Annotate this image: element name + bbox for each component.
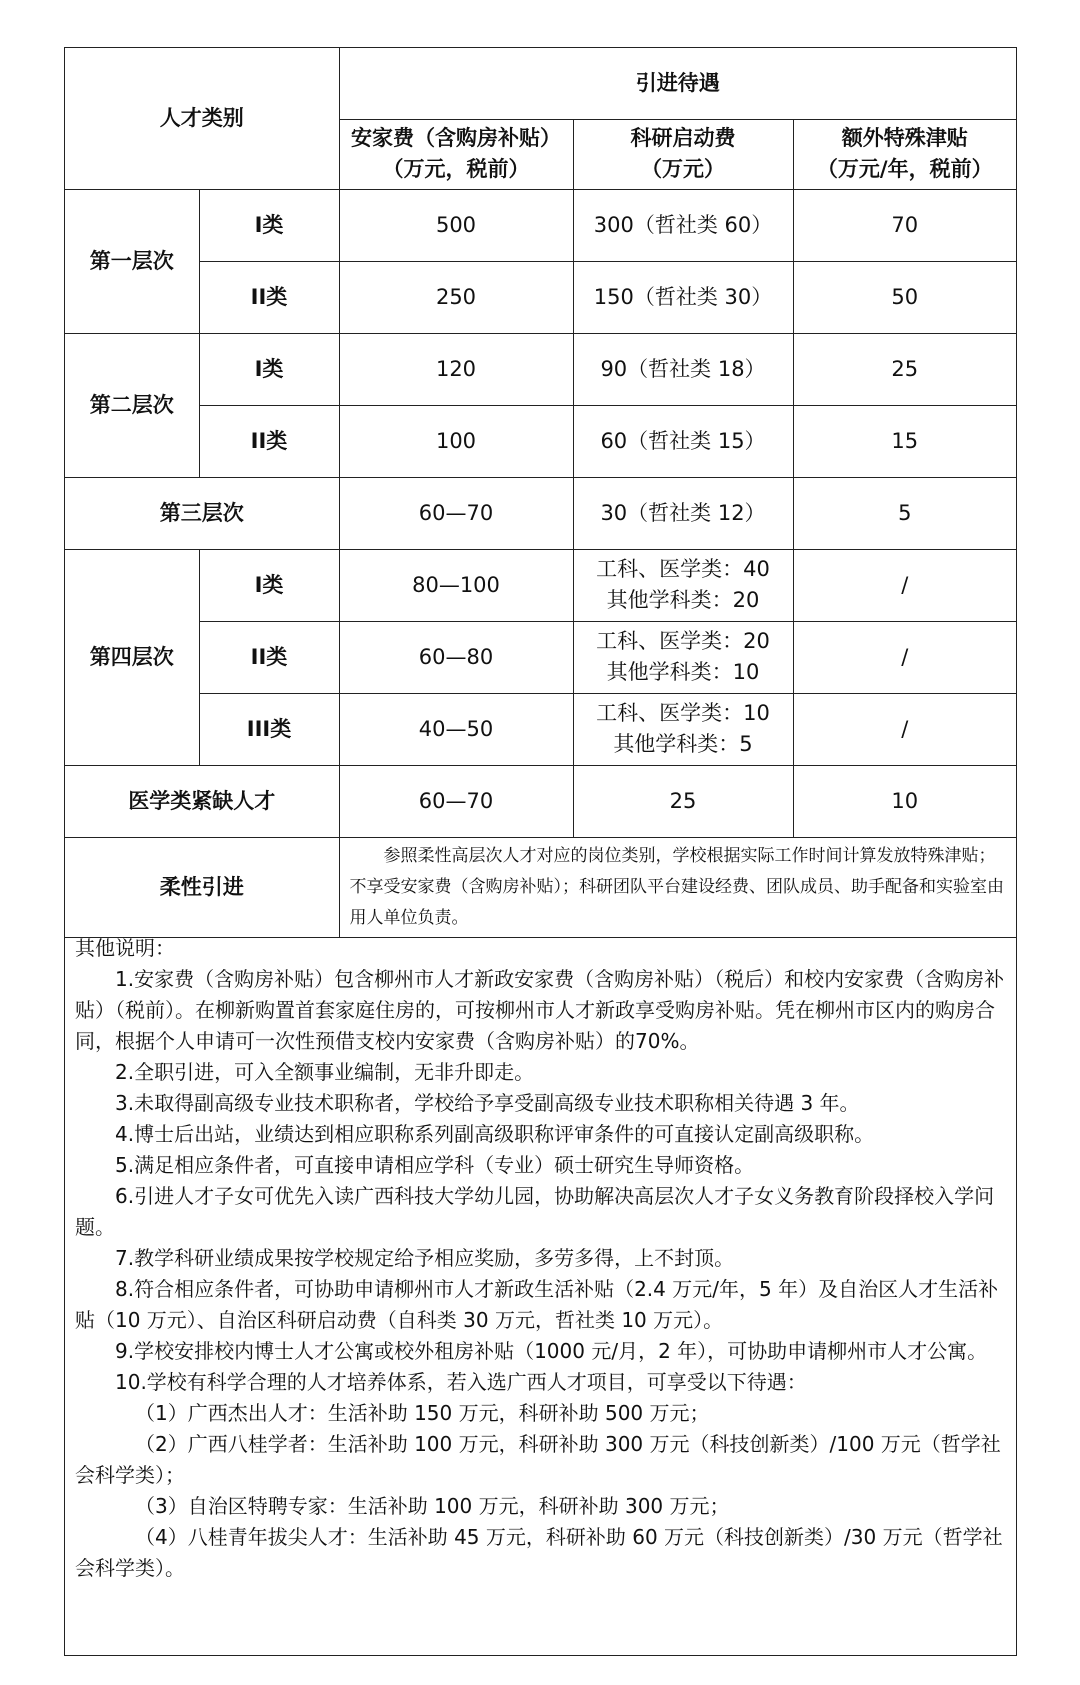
settling-fee-cell: 60—70 [339,765,573,837]
allowance-cell: 5 [793,477,1016,549]
note-item: 6.引进人才子女可优先入读广西科技大学幼儿园，协助解决高层次人才子女义务教育阶段择校入学问题。 [75,1184,995,1239]
research-fund-cell: 90（哲社类 18） [573,333,793,405]
note-subitem: （4）八桂青年拔尖人才：生活补助 45 万元，科研补助 60 万元（科技创新类）/30 万元（哲学社会科学类）。 [75,1525,1003,1580]
note-item: 5.满足相应条件者，可直接申请相应学科（专业）硕士研究生导师资格。 [115,1153,755,1177]
note-item: 10.学校有科学合理的人才培养体系，若入选广西人才项目，可享受以下待遇： [115,1370,807,1394]
research-fund-cell: 25 [573,765,793,837]
research-fund-cell: 30（哲社类 12） [573,477,793,549]
note-item: 1.安家费（含购房补贴）包含柳州市人才新政安家费（含购房补贴）（税后）和校内安家费（含购房补贴）（税前）。在柳新购置首套家庭住房的，可按柳州市人才新政享受购房补贴。凭在柳州市区内的购房合同，根据个人申请可一次性预借支校内安家费（含购房补贴）的70%。 [75,967,1005,1053]
settling-fee-cell: 250 [339,261,573,333]
research-fund-cell: 60（哲社类 15） [573,405,793,477]
research-fund-cell: 150（哲社类 30） [573,261,793,333]
table-row [65,189,1016,261]
table-row [65,549,1016,621]
table-row [65,693,1016,765]
table-row [65,333,1016,405]
level-label: 第三层次 [65,477,339,549]
table-row [65,477,1016,549]
allowance-cell: 70 [793,189,1016,261]
note-subitem: （1）广西杰出人才：生活补助 150 万元，科研补助 500 万元； [135,1401,710,1425]
allowance-header: 额外特殊津贴 （万元/年，税前） [793,119,1016,189]
allowance-cell: 50 [793,261,1016,333]
allowance-cell: 15 [793,405,1016,477]
table-row [65,837,1016,937]
research-fund-header: 科研启动费 （万元） [573,119,793,189]
note-item: 2.全职引进，可入全额事业编制，无非升即走。 [115,1060,535,1084]
settling-fee-cell: 80—100 [339,549,573,621]
sub-category: I类 [199,333,339,405]
note-subitem: （3）自治区特聘专家：生活补助 100 万元，科研补助 300 万元； [135,1494,730,1518]
policy-document [64,47,1017,1656]
settling-fee-cell: 500 [339,189,573,261]
category-header: 人才类别 [65,48,339,189]
research-fund-cell: 300（哲社类 60） [573,189,793,261]
settling-fee-cell: 60—70 [339,477,573,549]
settling-fee-header: 安家费（含购房补贴） （万元，税前） [339,119,573,189]
note-item: 4.博士后出站，业绩达到相应职称系列副高级职称评审条件的可直接认定副高级职称。 [115,1122,875,1146]
allowance-cell: 10 [793,765,1016,837]
research-fund-cell: 工科、医学类：40 其他学科类：20 [573,549,793,621]
sub-category: II类 [199,405,339,477]
allowance-cell: / [793,621,1016,693]
level-label: 第二层次 [65,333,199,477]
level-label: 第一层次 [65,189,199,333]
sub-category: III类 [199,693,339,765]
table-row [65,765,1016,837]
sub-category: II类 [199,621,339,693]
settling-fee-cell: 120 [339,333,573,405]
settling-fee-cell: 40—50 [339,693,573,765]
table-row [65,261,1016,333]
level-label: 柔性引进 [65,837,339,937]
flexible-description: 参照柔性高层次人才对应的岗位类别，学校根据实际工作时间计算发放特殊津贴；不享受安家费（含购房补贴）；科研团队平台建设经费、团队成员、助手配备和实验室由用人单位负责。 [339,837,1016,937]
note-subitem: （2）广西八桂学者：生活补助 100 万元，科研补助 300 万元（科技创新类）/100 万元（哲学社会科学类）； [75,1432,1001,1487]
note-item: 7.教学科研业绩成果按学校规定给予相应奖励，多劳多得，上不封顶。 [115,1246,735,1270]
allowance-cell: / [793,693,1016,765]
settling-fee-cell: 60—80 [339,621,573,693]
table-row [65,621,1016,693]
notes-section [75,933,1005,1584]
note-item: 3.未取得副高级专业技术职称者，学校给予享受副高级专业技术职称相关待遇 3 年。 [115,1091,860,1115]
research-fund-cell: 工科、医学类：20 其他学科类：10 [573,621,793,693]
benefits-table [65,48,1016,938]
table-row [65,405,1016,477]
note-item: 8.符合相应条件者，可协助申请柳州市人才新政生活补贴（2.4 万元/年，5 年）及自治区人才生活补贴（10 万元）、自治区科研启动费（自科类 30 万元，哲社类 10 万元）。 [75,1277,999,1332]
level-label: 第四层次 [65,549,199,765]
settling-fee-cell: 100 [339,405,573,477]
sub-category: II类 [199,261,339,333]
sub-category: I类 [199,549,339,621]
benefits-group-header: 引进待遇 [339,48,1016,119]
notes-title: 其他说明： [75,936,175,960]
research-fund-cell: 工科、医学类：10 其他学科类：5 [573,693,793,765]
note-item: 9.学校安排校内博士人才公寓或校外租房补贴（1000 元/月，2 年），可协助申请柳州市人才公寓。 [115,1339,988,1363]
sub-category: I类 [199,189,339,261]
allowance-cell: 25 [793,333,1016,405]
allowance-cell: / [793,549,1016,621]
level-label: 医学类紧缺人才 [65,765,339,837]
